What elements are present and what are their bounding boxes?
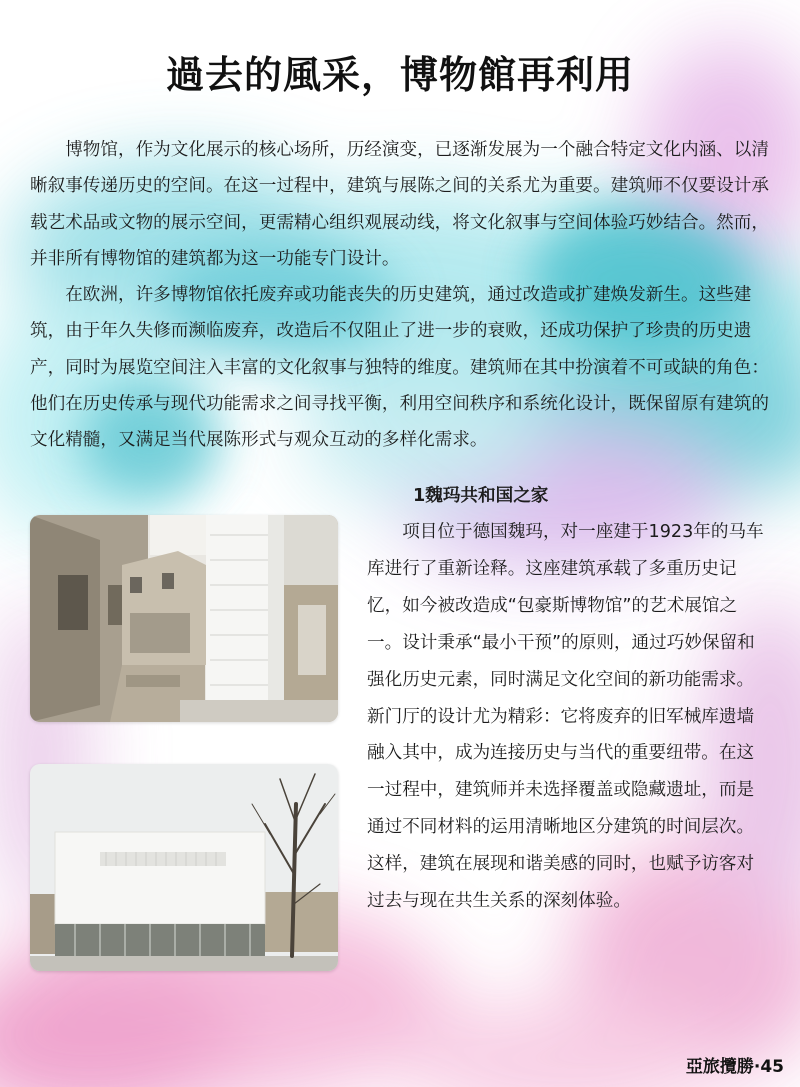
- white-pavilion-photo: [30, 764, 338, 971]
- section-heading: 1魏玛共和国之家: [413, 486, 549, 506]
- intro-paragraph-1: 博物馆，作为文化展示的核心场所，历经演变，已逐渐发展为一个融合特定文化内涵、以清晰叙事传递历史的空间。在这一过程中，建筑与展陈之间的关系尤为重要。建筑师不仅要设计承载艺术品或文物的展示空间，更需精心组织观展动线，将文化叙事与空间体验巧妙结合。然而，并非所有博物馆的建筑都为这一功能专门设计。: [30, 140, 769, 269]
- project-section: [367, 478, 767, 920]
- page-title: 過去的風采，博物館再利用: [165, 53, 634, 97]
- courtyard-ruins-photo: [30, 515, 338, 722]
- magazine-page-footer: 亞旅攬勝·45: [685, 1057, 784, 1077]
- intro-paragraph-2: 在欧洲，许多博物馆依托废弃或功能丧失的历史建筑，通过改造或扩建焕发新生。这些建筑，由于年久失修而濒临废弃，改造后不仅阻止了进一步的衰败，还成功保护了珍贵的历史遗产，同时为展览空间注入丰富的文化叙事与独特的维度。建筑师在其中扮演着不可或缺的角色：他们在历史传承与现代功能需求之间寻找平衡，利用空间秩序和系统化设计，既保留原有建筑的文化精髓，又满足当代展陈形式与观众互动的多样化需求。: [30, 285, 769, 451]
- intro-text: [30, 132, 770, 459]
- section-body: 项目位于德国魏玛，对一座建于1923年的马车库进行了重新诠释。这座建筑承载了多重历史记忆，如今被改造成“包豪斯博物馆”的艺术展馆之一。设计秉承“最小干预”的原则，通过巧妙保留和强化历史元素，同时满足文化空间的新功能需求。新门厅的设计尤为精彩：它将废弃的旧军械库遗墙融入其中，成为连接历史与当代的重要纽带。在这一过程中，建筑师并未选择覆盖或隐藏遗址，而是通过不同材料的运用清晰地区分建筑的时间层次。这样，建筑在展现和谐美感的同时，也赋予访客对过去与现在共生关系的深刻体验。: [367, 522, 764, 912]
